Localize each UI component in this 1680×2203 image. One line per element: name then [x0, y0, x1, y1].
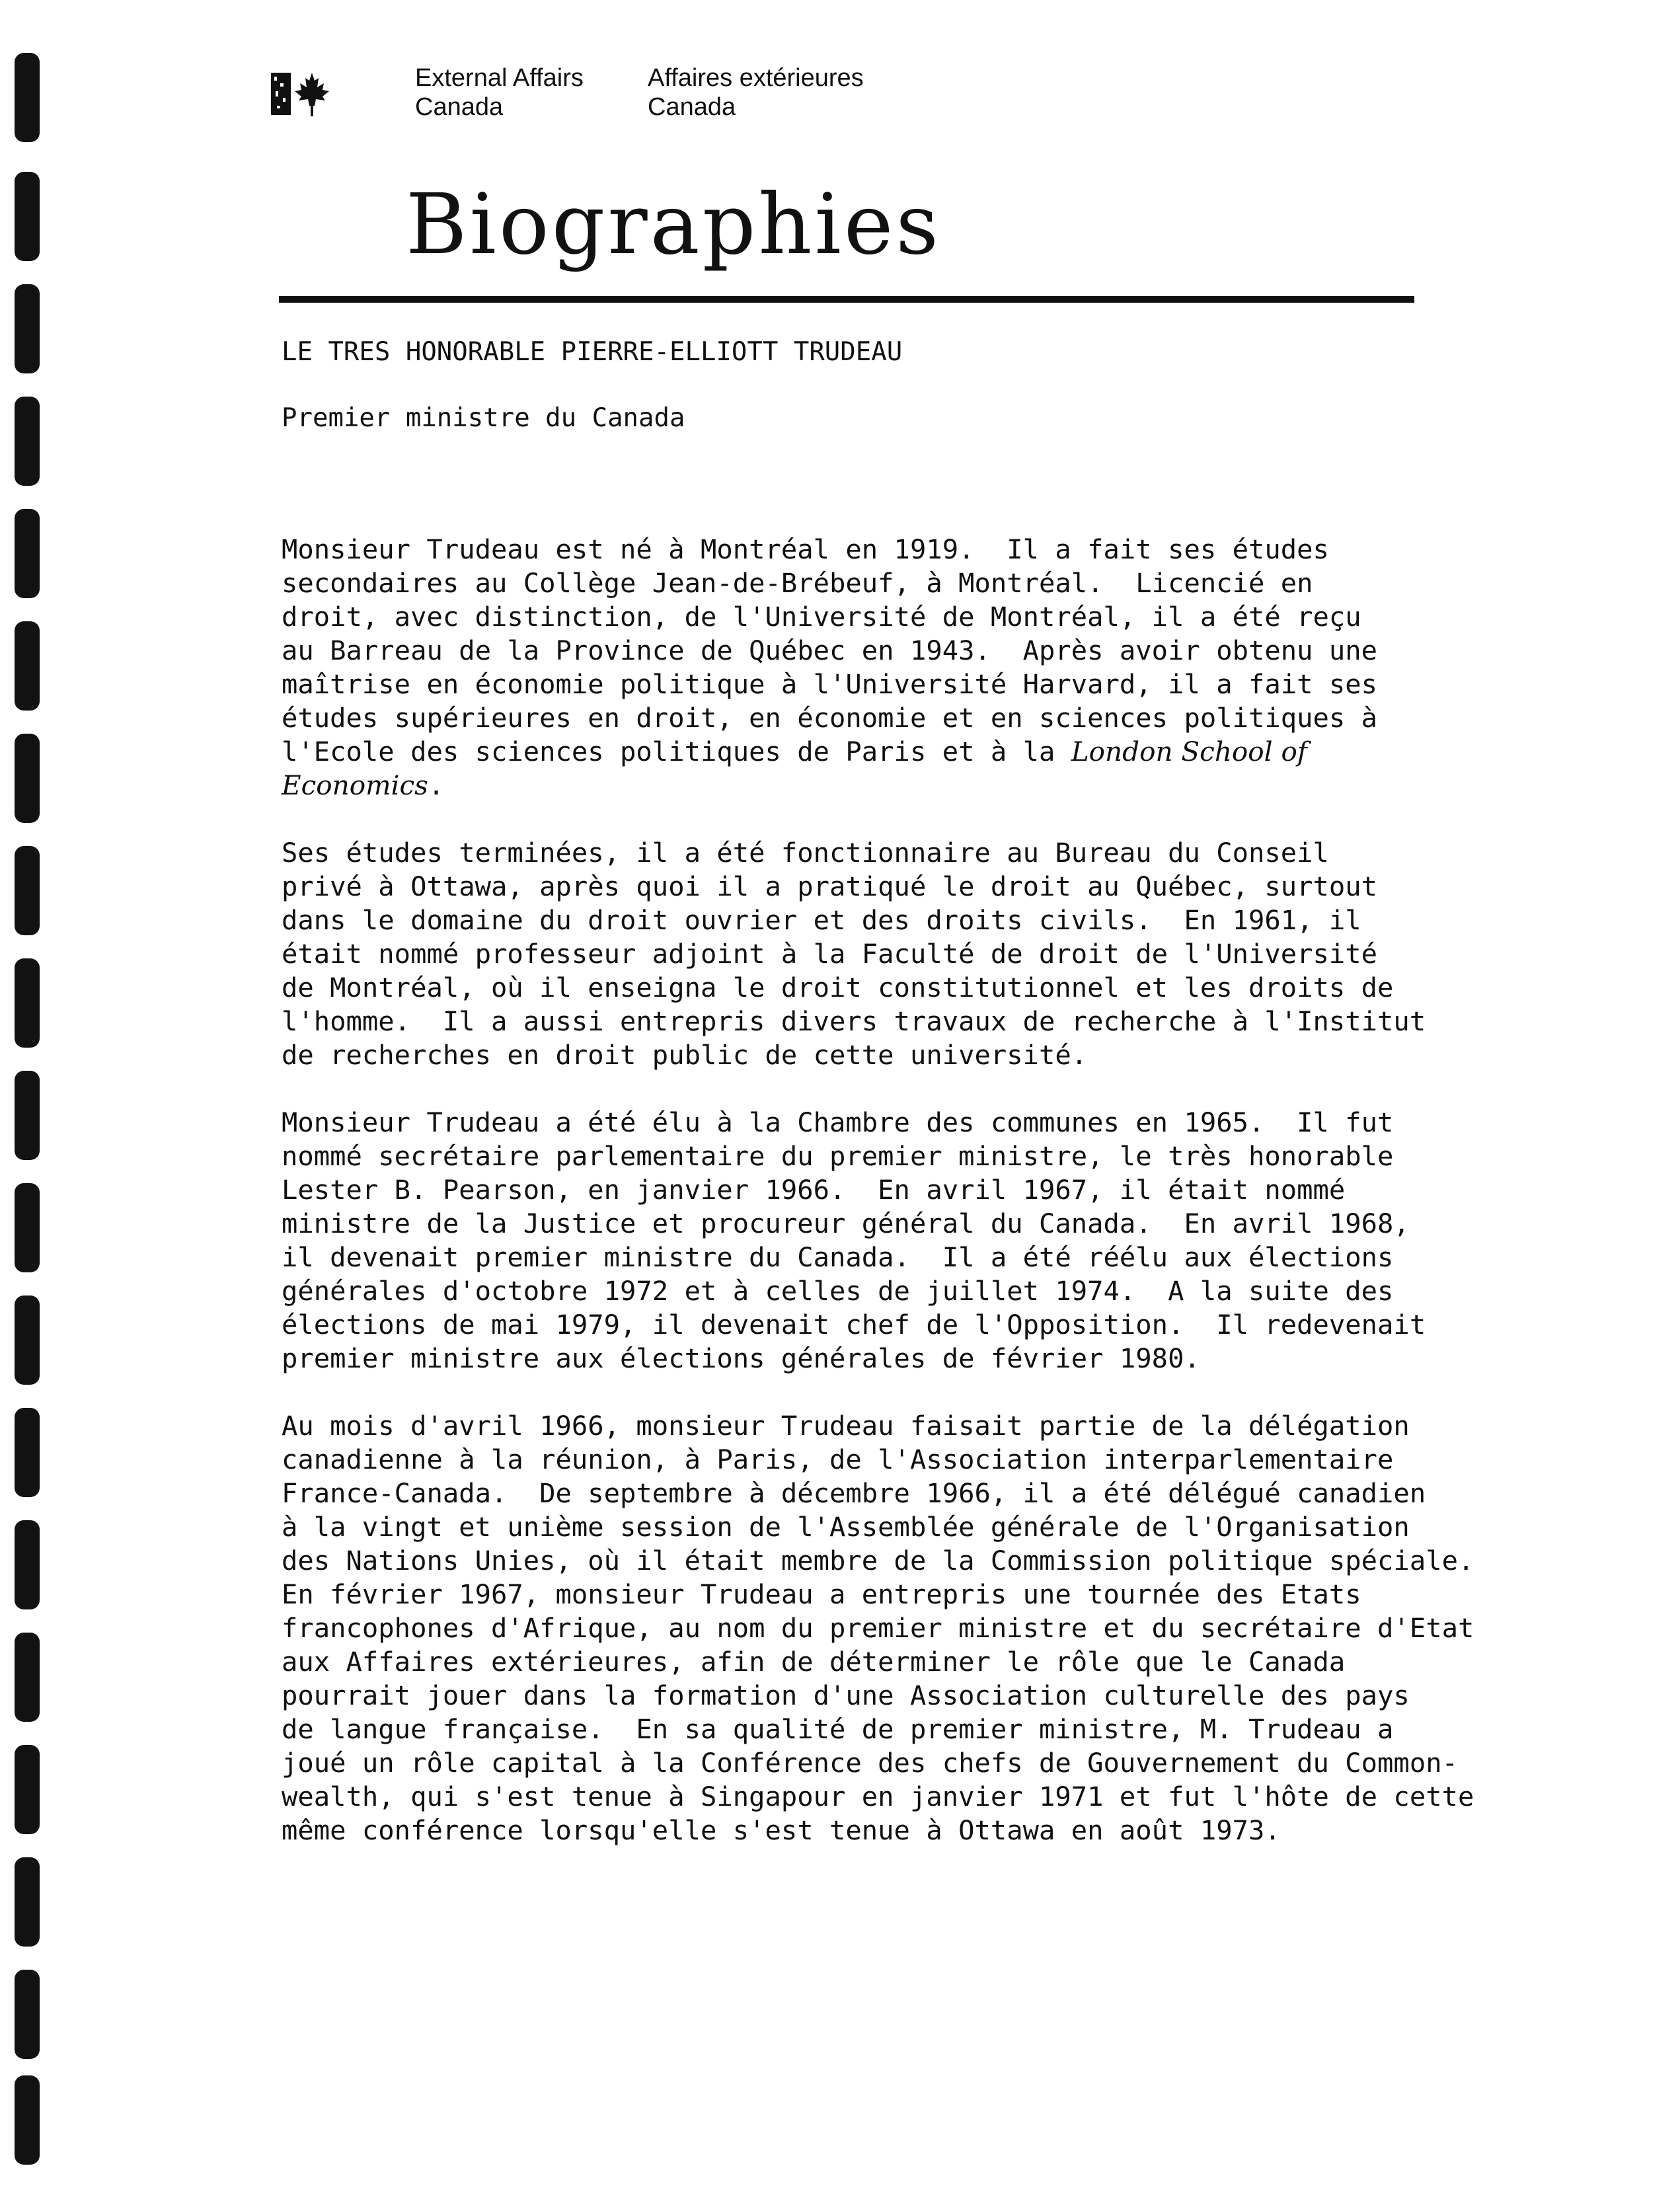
binder-hole [15, 53, 40, 142]
text-line: au Barreau de la Province de Québec en 1943. Après avoir obtenu une [282, 635, 1378, 666]
text-line: Monsieur Trudeau est né à Montréal en 1919. Il a fait ses études [282, 533, 1329, 565]
text-line: premier ministre aux élections générales de février 1980. [282, 1342, 1200, 1374]
canada-flag-maple-leaf-icon [271, 71, 329, 118]
text-fragment: . [428, 769, 445, 801]
text-line: Au mois d'avril 1966, monsieur Trudeau faisait partie de la délégation [282, 1410, 1410, 1442]
text-line: dans le domaine du droit ouvrier et des droits civils. En 1961, il [282, 904, 1361, 936]
text-line: de Montréal, où il enseigna le droit constitutionnel et les droits de [282, 972, 1394, 1003]
binder-hole [15, 958, 40, 1048]
binder-hole [15, 1970, 40, 2059]
text-line: Ses études terminées, il a été fonctionnaire au Bureau du Conseil [282, 837, 1329, 869]
text-line: Monsieur Trudeau a été élu à la Chambre des communes en 1965. Il fut [282, 1106, 1394, 1138]
text-line: générales d'octobre 1972 et à celles de juillet 1974. A la suite des [282, 1275, 1394, 1307]
text-line: Lester B. Pearson, en janvier 1966. En avril 1967, il était nommé [282, 1174, 1346, 1206]
text-line: élections de mai 1979, il devenait chef de l'Opposition. Il redevenait [282, 1309, 1426, 1340]
department-name-english-line: Canada [415, 93, 504, 121]
text-line: pourrait jouer dans la formation d'une Association culturelle des pays [282, 1680, 1410, 1711]
text-fragment: l'Ecole des sciences politiques de Paris et à la [282, 736, 1071, 767]
binder-hole [15, 1071, 40, 1160]
title-rule [279, 296, 1414, 303]
text-line: ministre de la Justice et procureur général du Canada. En avril 1968, [282, 1208, 1410, 1239]
italic-institution-name: Economics [282, 769, 428, 801]
department-name-english-line: External Affairs [415, 64, 584, 92]
binder-hole [15, 1520, 40, 1609]
binder-hole [15, 621, 40, 711]
text-line: des Nations Unies, où il était membre de la Commission politique spéciale. [282, 1545, 1474, 1576]
binder-holes [15, 40, 45, 2168]
text-line: l'homme. Il a aussi entrepris divers travaux de recherche à l'Institut [282, 1005, 1426, 1037]
binder-hole [15, 1745, 40, 1834]
biography-body [282, 533, 1537, 1881]
binder-hole [15, 172, 40, 261]
text-line: wealth, qui s'est tenue à Singapour en janvier 1971 et fut l'hôte de cette [282, 1781, 1474, 1812]
italic-institution-name: London School of [1071, 736, 1307, 767]
binder-hole [15, 1183, 40, 1272]
document-title: Biographies [406, 176, 942, 273]
letterhead [271, 63, 1196, 130]
department-name-french [648, 63, 864, 122]
text-line: privé à Ottawa, après quoi il a pratiqué le droit au Québec, surtout [282, 870, 1378, 902]
text-line: études supérieures en droit, en économie et en sciences politiques à [282, 702, 1378, 734]
binder-hole [15, 2075, 40, 2165]
binder-hole [15, 397, 40, 486]
binder-hole [15, 1633, 40, 1722]
department-name-french-line: Canada [648, 93, 736, 121]
text-line: canadienne à la réunion, à Paris, de l'Association interparlementaire [282, 1444, 1394, 1475]
binder-hole [15, 1408, 40, 1497]
binder-hole [15, 846, 40, 935]
paragraph-career [282, 836, 1537, 1072]
paragraph-political-career [282, 1106, 1537, 1375]
text-line: nommé secrétaire parlementaire du premier ministre, le très honorable [282, 1140, 1394, 1172]
binder-hole [15, 1295, 40, 1385]
subject-name: LE TRES HONORABLE PIERRE-ELLIOTT TRUDEAU [282, 337, 903, 367]
text-line: de langue française. En sa qualité de premier ministre, M. Trudeau a [282, 1713, 1394, 1745]
text-line: francophones d'Afrique, au nom du premier ministre et du secrétaire d'Etat [282, 1612, 1474, 1644]
text-line: de recherches en droit public de cette université. [282, 1039, 1088, 1071]
text-line: En février 1967, monsieur Trudeau a entrepris une tournée des Etats [282, 1578, 1361, 1610]
department-name-french-line: Affaires extérieures [648, 64, 864, 92]
text-line: droit, avec distinction, de l'Université de Montréal, il a été reçu [282, 601, 1361, 633]
text-line: secondaires au Collège Jean-de-Brébeuf, à Montréal. Licencié en [282, 567, 1313, 599]
text-line: même conférence lorsqu'elle s'est tenue à Ottawa en août 1973. [282, 1814, 1281, 1846]
paragraph-international [282, 1409, 1537, 1847]
text-line: aux Affaires extérieures, afin de déterminer le rôle que le Canada [282, 1646, 1346, 1678]
binder-hole [15, 284, 40, 373]
binder-hole [15, 509, 40, 598]
subject-role: Premier ministre du Canada [282, 403, 685, 433]
text-line: était nommé professeur adjoint à la Faculté de droit de l'Université [282, 938, 1378, 970]
binder-hole [15, 1857, 40, 1947]
binder-hole [15, 734, 40, 823]
text-line: il devenait premier ministre du Canada. Il a été réélu aux élections [282, 1241, 1394, 1273]
text-line [282, 769, 1537, 802]
text-line [282, 735, 1537, 769]
text-line: à la vingt et unième session de l'Assemblée générale de l'Organisation [282, 1511, 1410, 1543]
department-name-english [415, 63, 584, 122]
text-line: joué un rôle capital à la Conférence des chefs de Gouvernement du Common- [282, 1747, 1458, 1779]
text-line: maîtrise en économie politique à l'Université Harvard, il a fait ses [282, 668, 1378, 700]
text-line: France-Canada. De septembre à décembre 1966, il a été délégué canadien [282, 1477, 1426, 1509]
paragraph-education [282, 533, 1537, 802]
